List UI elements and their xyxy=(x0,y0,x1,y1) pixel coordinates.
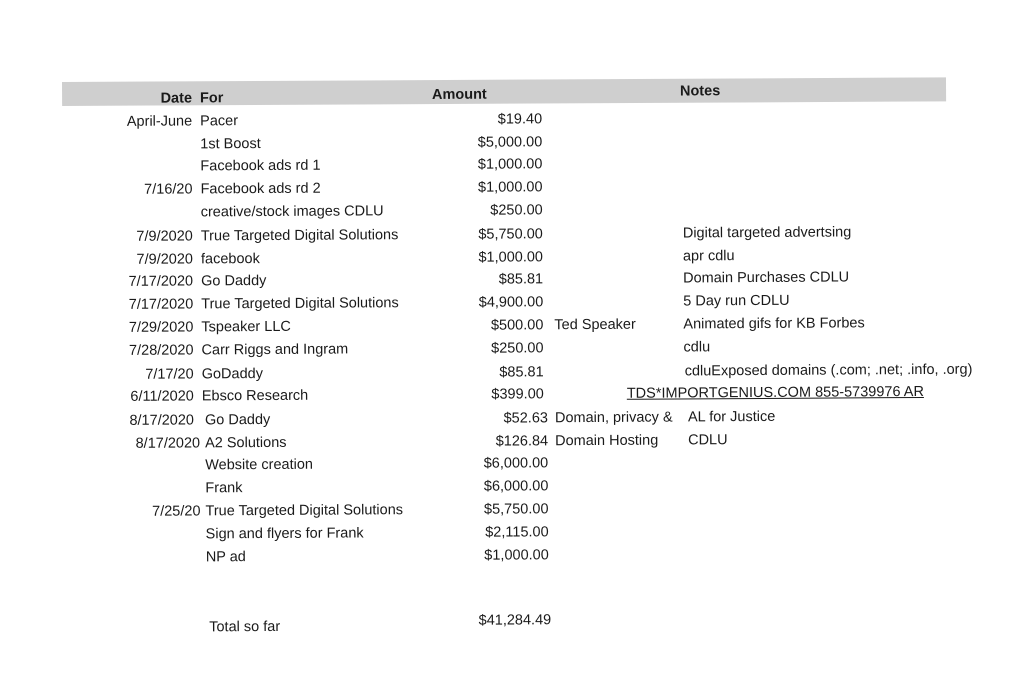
row-for: Website creation xyxy=(205,456,314,474)
row-for: True Targeted Digital Solutions xyxy=(205,502,404,520)
row-amount: $399.00 xyxy=(491,386,544,403)
row-date: 8/17/2020 xyxy=(129,412,195,429)
row-date: 7/17/20 xyxy=(145,366,194,383)
total-amount: $41,284.49 xyxy=(478,612,552,629)
row-detail: Ted Speaker xyxy=(554,316,636,334)
row-for: NP ad xyxy=(205,549,246,566)
row-date: April-June xyxy=(126,113,193,130)
row-amount: $1,000.00 xyxy=(478,249,544,266)
row-amount: $250.00 xyxy=(490,202,543,219)
row-notes: AL for Justice xyxy=(687,408,776,426)
row-for: Tspeaker LLC xyxy=(201,318,291,336)
row-date xyxy=(90,456,200,457)
row-date: 7/9/2020 xyxy=(136,228,193,245)
row-for: Go Daddy xyxy=(204,411,271,429)
row-notes: cdlu xyxy=(683,339,711,356)
row-notes: cdluExposed domains (.com; .net; .info, .org) xyxy=(684,361,973,380)
row-detail: Domain Hosting xyxy=(555,432,659,450)
row-for: True Targeted Digital Solutions xyxy=(201,295,399,313)
row-amount: $6,000.00 xyxy=(483,478,549,495)
row-date: 8/17/2020 xyxy=(135,435,201,452)
row-for: Frank xyxy=(205,480,243,497)
row-for: GoDaddy xyxy=(201,366,263,383)
row-date xyxy=(82,157,192,158)
row-for: Sign and flyers for Frank xyxy=(205,525,364,543)
row-amount: $1,000.00 xyxy=(477,179,543,196)
row-notes: Digital targeted advertsing xyxy=(682,224,852,242)
row-date: 7/17/2020 xyxy=(128,273,194,290)
row-for: facebook xyxy=(200,251,260,268)
row-notes: TDS*IMPORTGENIUS.COM 855-5739976 AR xyxy=(626,383,924,402)
row-amount: $126.84 xyxy=(495,433,549,450)
total-label: Total so far xyxy=(209,618,281,636)
row-date: 7/28/2020 xyxy=(128,342,194,359)
row-date: 6/11/2020 xyxy=(130,388,194,405)
row-for: Facebook ads rd 1 xyxy=(200,157,321,175)
row-notes: 5 Day run CDLU xyxy=(683,292,790,310)
row-date: 7/9/2020 xyxy=(136,251,194,268)
row-amount: $6,000.00 xyxy=(483,455,549,472)
row-notes: Domain Purchases CDLU xyxy=(683,269,850,287)
row-date: 7/16/20 xyxy=(144,181,193,198)
row-amount: $1,000.00 xyxy=(477,156,543,173)
row-for: True Targeted Digital Solutions xyxy=(200,227,399,245)
row-amount: $5,000.00 xyxy=(477,134,543,151)
row-amount: $52.63 xyxy=(503,410,549,427)
row-detail: Domain, privacy & xyxy=(554,409,673,427)
row-for: Go Daddy xyxy=(201,272,267,290)
row-amount: $4,900.00 xyxy=(478,294,544,311)
row-for: Carr Riggs and Ingram xyxy=(201,341,349,359)
header-amount: Amount xyxy=(431,86,487,103)
row-for: A2 Solutions xyxy=(205,434,287,452)
row-amount: $2,115.00 xyxy=(485,524,549,541)
row-for: Pacer xyxy=(200,113,239,130)
row-amount: $19.40 xyxy=(497,111,543,128)
row-date: 7/17/2020 xyxy=(128,296,194,313)
row-date: 7/29/2020 xyxy=(128,319,194,336)
row-amount: $5,750.00 xyxy=(483,501,549,518)
row-for: Ebsco Research xyxy=(201,387,309,405)
row-date xyxy=(91,548,201,549)
header-for: For xyxy=(199,90,224,107)
row-for: Facebook ads rd 2 xyxy=(200,180,321,198)
row-date xyxy=(82,135,192,136)
row-date xyxy=(90,479,200,480)
row-for: creative/stock images CDLU xyxy=(200,203,384,221)
row-amount: $85.81 xyxy=(499,364,544,381)
row-for: 1st Boost xyxy=(200,136,261,153)
row-amount: $85.81 xyxy=(498,271,544,288)
row-notes: Animated gifs for KB Forbes xyxy=(683,315,865,333)
row-date xyxy=(91,525,201,526)
row-notes: CDLU xyxy=(688,432,728,449)
row-amount: $500.00 xyxy=(490,317,544,334)
row-date: 7/25/20 xyxy=(152,503,201,520)
header-date: Date xyxy=(160,90,193,107)
header-notes: Notes xyxy=(679,83,721,100)
row-amount: $250.00 xyxy=(491,340,544,357)
row-notes: apr cdlu xyxy=(682,248,735,265)
row-amount: $1,000.00 xyxy=(484,547,549,564)
row-amount: $5,750.00 xyxy=(478,226,543,243)
row-date xyxy=(83,203,193,204)
